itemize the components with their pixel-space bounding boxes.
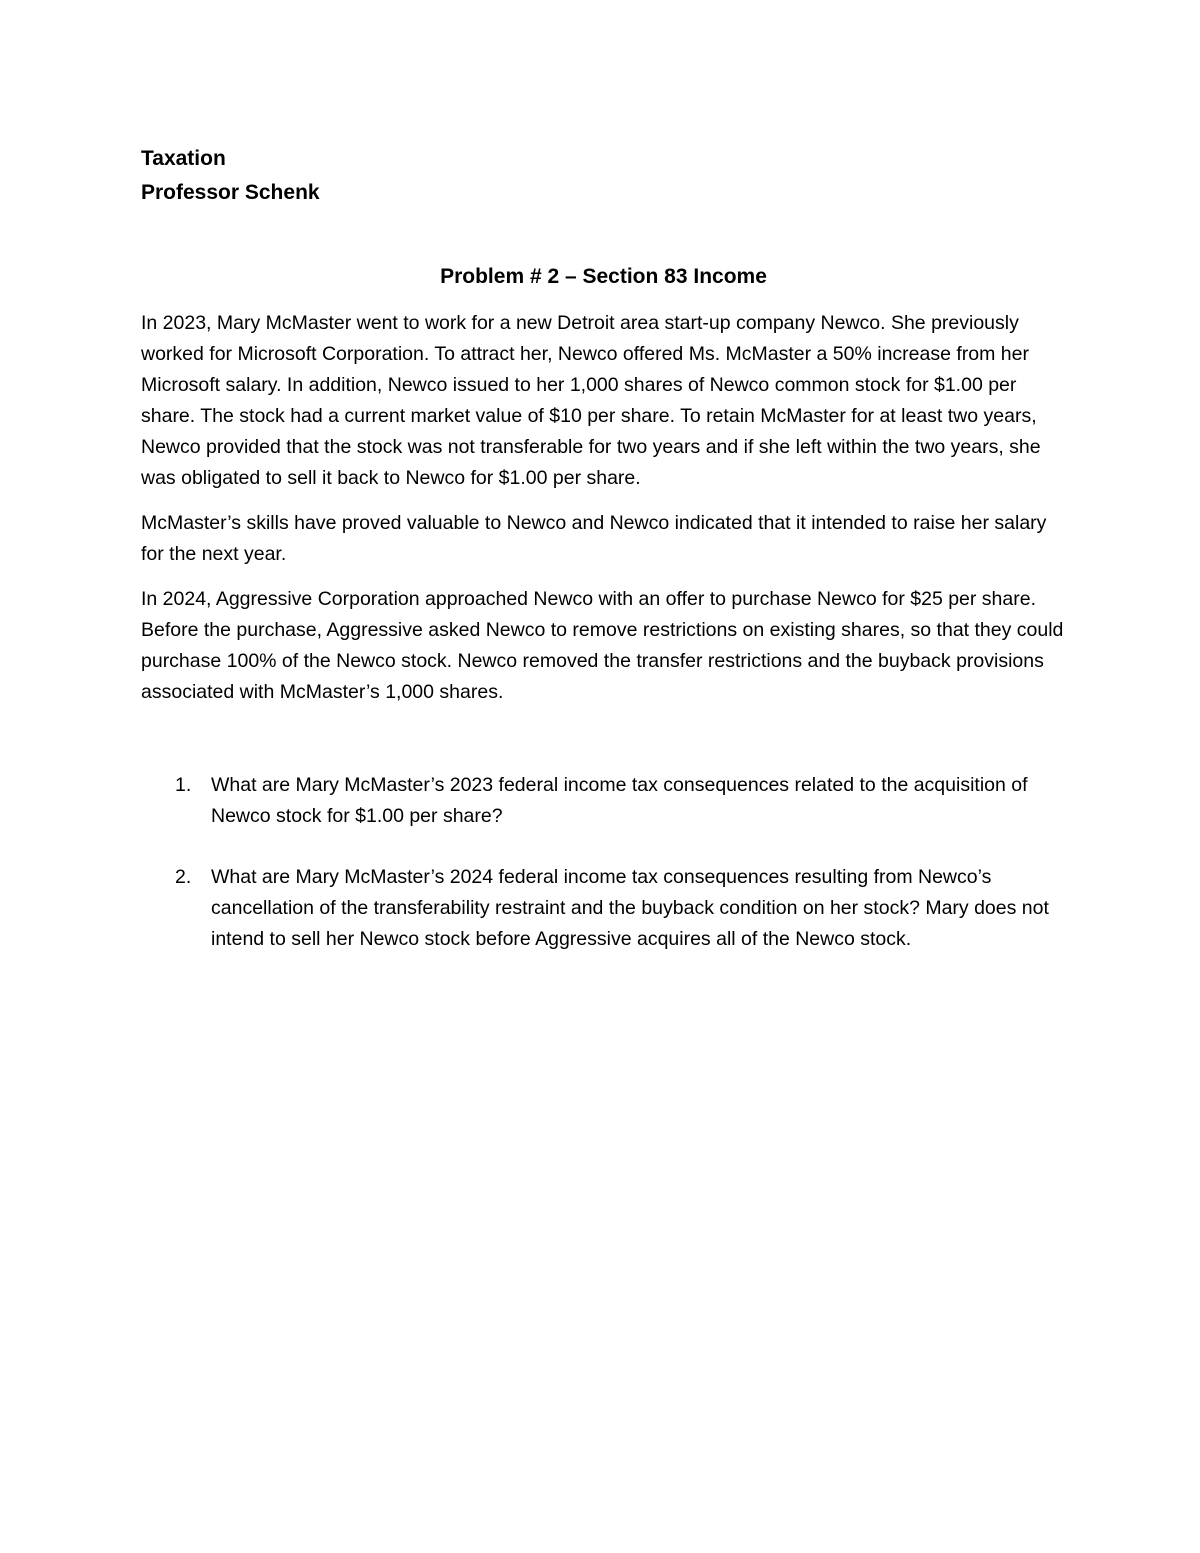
question-item <box>141 862 1066 955</box>
paragraph-salary: McMaster’s skills have proved valuable to Newco and Newco indicated that it intended to raise her salary for the next year. <box>141 512 1047 565</box>
professor-name: Professor Schenk <box>141 181 320 204</box>
problem-title: Problem # 2 – Section 83 Income <box>440 265 767 288</box>
question-number: 1. <box>175 774 192 796</box>
question-list <box>141 770 1066 955</box>
question-text: What are Mary McMaster’s 2024 federal income tax consequences resulting from Newco’s cancellation of the transferability restraint and the buyback condition on her stock? Mary does not intend to sell her Newco stock before Aggressive acquires all of the Newco stock. <box>211 866 1049 950</box>
document-content <box>141 142 1066 985</box>
paragraph-facts: In 2023, Mary McMaster went to work for a new Detroit area start-up company Newco. She previously worked for Microsoft Corporation. To attract her, Newco offered Ms. McMaster a 50% increase from her Microsoft salary. In addition, Newco issued to her 1,000 shares of Newco common stock for $1.00 per share. The stock had a current market value of $10 per share. To retain McMaster for at least two years, Newco provided that the stock was not transferable for two years and if she left within the two years, she was obligated to sell it back to Newco for $1.00 per share. <box>141 312 1041 489</box>
question-text: What are Mary McMaster’s 2023 federal income tax consequences related to the acquisition of Newco stock for $1.00 per share? <box>211 774 1028 827</box>
question-item <box>141 770 1066 832</box>
paragraph-acquisition: In 2024, Aggressive Corporation approached Newco with an offer to purchase Newco for $25 per share. Before the purchase, Aggressive asked Newco to remove restrictions on existing shares, so that they could purchase 100% of the Newco stock. Newco removed the transfer restrictions and the buyback provisions associated with McMaster’s 1,000 shares. <box>141 588 1064 703</box>
question-number: 2. <box>175 866 192 888</box>
course-title: Taxation <box>141 147 226 170</box>
